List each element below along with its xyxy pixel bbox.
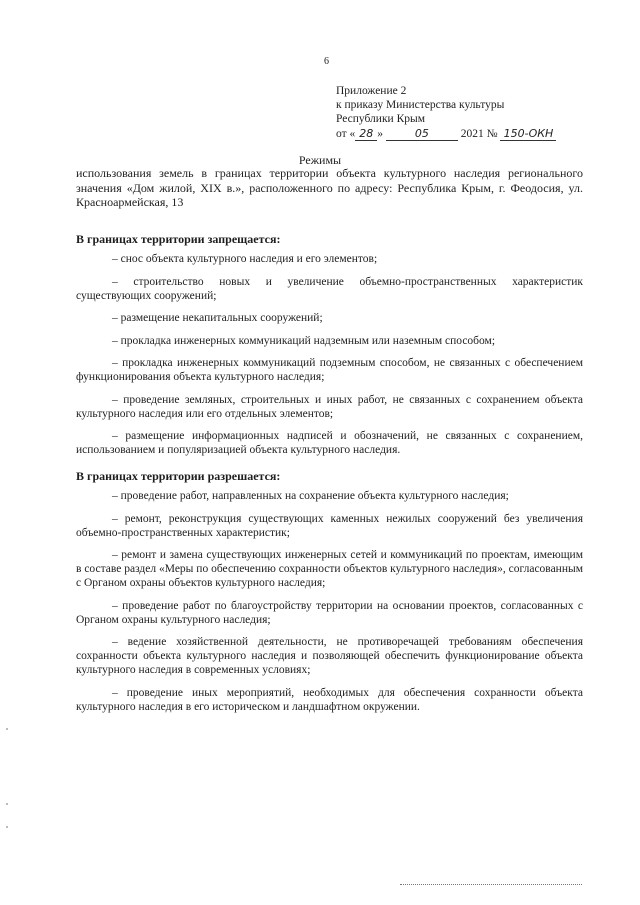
prohibited-heading: В границах территории запрещается: <box>76 232 281 246</box>
document-intro: использования земель в границах территории объекта культурного наследия регионального значения «Дом жилой, XIX в.», расположенного по адресу: Республика Крым, г. Феодосия, ул. Красноармейская, 13 <box>76 166 583 209</box>
scan-speck <box>6 826 8 828</box>
prohibited-section <box>76 232 583 466</box>
attachment-line-2: к приказу Министерства культуры <box>336 99 505 111</box>
order-number: 150-ОКН <box>500 128 556 141</box>
permitted-item: – ремонт и замена существующих инженерных сетей и коммуникаций по проектам, имеющим в составе раздел «Меры по обеспечению сохранности объектов культурного наследия», согласованным с Органом охраны объектов культурного наследия; <box>76 549 583 589</box>
scan-speck <box>6 803 8 805</box>
prohibited-item: – снос объекта культурного наследия и его элементов; <box>112 253 378 265</box>
permitted-item: – проведение работ, направленных на сохранение объекта культурного наследия; <box>112 490 509 502</box>
attachment-line-3: Республики Крым <box>336 113 425 125</box>
prohibited-item: – прокладка инженерных коммуникаций надземным или наземным способом; <box>112 334 496 347</box>
permitted-item: – проведение иных мероприятий, необходимых для обеспечения сохранности объекта культурного наследия в его историческом и ландшафтном окружении. <box>76 686 583 713</box>
order-month: 05 <box>386 128 458 141</box>
attachment-line-1: Приложение 2 <box>336 85 407 97</box>
permitted-section <box>76 469 583 722</box>
order-date-line <box>336 127 556 141</box>
permitted-heading: В границах территории разрешается: <box>76 469 281 483</box>
page-number: 6 <box>324 56 329 67</box>
permitted-item: – ведение хозяйственной деятельности, не противоречащей требованиям обеспечения сохранности объекта культурного наследия и позволяющей обеспечить функционирование объекта культурного наследия в современных условиях; <box>76 636 583 676</box>
order-day: 28 <box>355 128 377 141</box>
prohibited-item: – размещение информационных надписей и обозначений, не связанных с сохранением, использованием и популяризацией объекта культурного наследия. <box>76 430 583 456</box>
scan-speck <box>6 728 8 730</box>
prohibited-item: – проведение земляных, строительных и иных работ, не связанных с сохранением объекта культурного наследия или его отдельных элементов; <box>76 393 583 420</box>
attachment-block <box>336 84 556 141</box>
document-title: Режимы <box>298 153 342 167</box>
prohibited-item: – строительство новых и увеличение объемно-пространственных характеристик существующих сооружений; <box>76 275 583 302</box>
permitted-item: – проведение работ по благоустройству территории на основании проектов, согласованных с Органом охраны культурного наследия; <box>76 599 583 626</box>
order-year: 2021 № <box>460 128 498 140</box>
date-mid: » <box>377 128 383 140</box>
prohibited-item: – размещение некапитальных сооружений; <box>112 312 323 324</box>
prohibited-item: – прокладка инженерных коммуникаций подземным способом, не связанных с обеспечением функционирования объекта культурного наследия; <box>76 357 583 383</box>
permitted-item: – ремонт, реконструкция существующих каменных нежилых сооружений без увеличения объемно-пространственных характеристик; <box>76 512 583 539</box>
date-prefix: от « <box>336 128 356 140</box>
footer-dotted-line <box>400 884 582 885</box>
